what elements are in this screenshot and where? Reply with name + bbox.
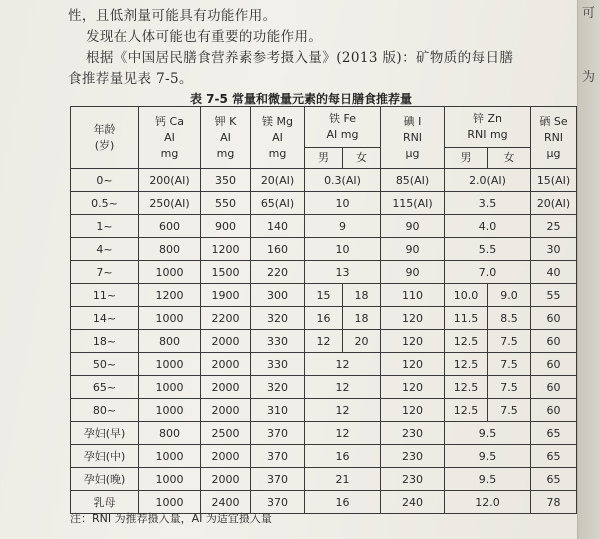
side-char-1: 可 [581, 6, 595, 21]
cell-iron: 10 [305, 192, 381, 215]
cell-potassium: 2200 [201, 307, 251, 330]
cell-calcium: 1000 [139, 445, 201, 468]
cell-calcium: 250(AI) [139, 192, 201, 215]
cell-age: 0~ [71, 169, 139, 192]
cell-magnesium: 370 [251, 422, 305, 445]
cell-age: 14~ [71, 307, 139, 330]
cell-magnesium: 370 [251, 491, 305, 514]
table-caption: 表 7-5 常量和微量元素的每日膳食推荐量 [190, 92, 413, 106]
header-potassium: 钾 K AI mg [201, 107, 251, 169]
cell-iron: 16 [305, 445, 381, 468]
cell-calcium: 1000 [139, 376, 201, 399]
cell-selenium: 20(AI) [531, 192, 577, 215]
cell-calcium: 800 [139, 330, 201, 353]
cell-zinc: 7.0 [445, 261, 531, 284]
table-body [71, 169, 577, 514]
cell-iron: 0.3(AI) [305, 169, 381, 192]
cell-calcium: 1000 [139, 261, 201, 284]
cell-iron: 12 [305, 353, 381, 376]
cell-zinc: 9.5 [445, 468, 531, 491]
cell-iron: 13 [305, 261, 381, 284]
cell-age: 孕妇(中) [71, 445, 139, 468]
cell-iron-male: 16 [305, 307, 343, 330]
text-line-4: 食推荐量见表 7-5。 [68, 71, 193, 87]
cell-magnesium: 140 [251, 215, 305, 238]
cell-iron: 12 [305, 399, 381, 422]
header-zinc: 锌 Zn RNI mg [445, 107, 531, 148]
cell-iodine: 85(AI) [381, 169, 445, 192]
header-iodine: 碘 I RNI μg [381, 107, 445, 169]
cell-selenium: 60 [531, 353, 577, 376]
cell-magnesium: 65(AI) [251, 192, 305, 215]
cell-zinc-female: 9.0 [488, 284, 531, 307]
cell-zinc-male: 12.5 [445, 399, 488, 422]
cell-calcium: 1000 [139, 399, 201, 422]
cell-zinc-female: 7.5 [488, 330, 531, 353]
cell-zinc-male: 11.5 [445, 307, 488, 330]
cell-zinc-male: 10.0 [445, 284, 488, 307]
cell-magnesium: 370 [251, 445, 305, 468]
cell-calcium: 800 [139, 238, 201, 261]
cell-iodine: 120 [381, 353, 445, 376]
cell-iodine: 120 [381, 376, 445, 399]
table-row [71, 445, 577, 468]
cell-selenium: 55 [531, 284, 577, 307]
cell-calcium: 1000 [139, 353, 201, 376]
text-line-2: 发现在人体可能也有重要的功能作用。 [86, 29, 323, 45]
side-char-2: 为 [581, 70, 595, 85]
header-zinc-male: 男 [445, 148, 488, 169]
cell-potassium: 2000 [201, 468, 251, 491]
cell-potassium: 2000 [201, 445, 251, 468]
cell-potassium: 2400 [201, 491, 251, 514]
cell-iron: 10 [305, 238, 381, 261]
table-row [71, 307, 577, 330]
cell-iron: 12 [305, 422, 381, 445]
page-edge [577, 0, 600, 539]
cell-iodine: 230 [381, 468, 445, 491]
cell-selenium: 65 [531, 422, 577, 445]
cell-potassium: 2500 [201, 422, 251, 445]
cell-calcium: 1000 [139, 307, 201, 330]
table-row [71, 261, 577, 284]
cell-age: 4~ [71, 238, 139, 261]
header-iron-female: 女 [343, 148, 381, 169]
cell-potassium: 2000 [201, 376, 251, 399]
table-row [71, 169, 577, 192]
cell-age: 50~ [71, 353, 139, 376]
cell-iron: 12 [305, 376, 381, 399]
cell-iodine: 90 [381, 215, 445, 238]
cell-potassium: 1900 [201, 284, 251, 307]
cell-zinc: 9.5 [445, 445, 531, 468]
cell-iodine: 90 [381, 261, 445, 284]
cell-iodine: 120 [381, 307, 445, 330]
cell-iodine: 115(AI) [381, 192, 445, 215]
cell-potassium: 900 [201, 215, 251, 238]
cell-selenium: 15(AI) [531, 169, 577, 192]
cell-age: 孕妇(早) [71, 422, 139, 445]
cell-selenium: 78 [531, 491, 577, 514]
cell-magnesium: 320 [251, 307, 305, 330]
table-row [71, 468, 577, 491]
table-row [71, 353, 577, 376]
cell-selenium: 60 [531, 399, 577, 422]
cell-zinc-female: 7.5 [488, 399, 531, 422]
cell-iodine: 120 [381, 330, 445, 353]
cell-magnesium: 370 [251, 468, 305, 491]
header-zinc-female: 女 [488, 148, 531, 169]
cell-magnesium: 310 [251, 399, 305, 422]
cell-calcium: 200(AI) [139, 169, 201, 192]
cell-zinc: 9.5 [445, 422, 531, 445]
cell-zinc: 12.0 [445, 491, 531, 514]
header-iron-male: 男 [305, 148, 343, 169]
cell-iron: 21 [305, 468, 381, 491]
cell-zinc: 4.0 [445, 215, 531, 238]
cell-age: 80~ [71, 399, 139, 422]
cell-magnesium: 320 [251, 376, 305, 399]
header-selenium: 硒 Se RNI μg [531, 107, 577, 169]
header-calcium: 钙 Ca AI mg [139, 107, 201, 169]
cell-age: 孕妇(晚) [71, 468, 139, 491]
cell-age: 1~ [71, 215, 139, 238]
cell-zinc: 3.5 [445, 192, 531, 215]
nutrient-table [70, 106, 577, 514]
cell-selenium: 60 [531, 307, 577, 330]
cell-calcium: 1200 [139, 284, 201, 307]
cell-iodine: 120 [381, 399, 445, 422]
table-row [71, 215, 577, 238]
table-row [71, 422, 577, 445]
cell-magnesium: 220 [251, 261, 305, 284]
cell-magnesium: 330 [251, 330, 305, 353]
cell-selenium: 60 [531, 330, 577, 353]
table-row [71, 192, 577, 215]
cell-zinc: 2.0(AI) [445, 169, 531, 192]
cell-iodine: 110 [381, 284, 445, 307]
cell-potassium: 350 [201, 169, 251, 192]
table-row [71, 238, 577, 261]
cell-iron: 9 [305, 215, 381, 238]
cell-selenium: 65 [531, 445, 577, 468]
text-line-3: 根据《中国居民膳食营养素参考摄入量》(2013 版)：矿物质的每日膳 [86, 50, 514, 66]
cell-zinc-male: 12.5 [445, 376, 488, 399]
cell-iodine: 230 [381, 445, 445, 468]
cell-zinc-female: 7.5 [488, 376, 531, 399]
cell-potassium: 2000 [201, 399, 251, 422]
cell-zinc: 5.5 [445, 238, 531, 261]
cell-age: 11~ [71, 284, 139, 307]
cell-calcium: 600 [139, 215, 201, 238]
cell-potassium: 1500 [201, 261, 251, 284]
text-line-1: 性，且低剂量可能具有功能作用。 [68, 8, 277, 24]
cell-iodine: 240 [381, 491, 445, 514]
cell-age: 65~ [71, 376, 139, 399]
cell-magnesium: 330 [251, 353, 305, 376]
cell-iodine: 230 [381, 422, 445, 445]
table-row [71, 284, 577, 307]
cell-iron-female: 18 [343, 307, 381, 330]
header-age: 年龄 (岁) [71, 107, 139, 169]
cell-potassium: 550 [201, 192, 251, 215]
cell-calcium: 800 [139, 422, 201, 445]
cell-selenium: 25 [531, 215, 577, 238]
cell-iron-male: 12 [305, 330, 343, 353]
cell-zinc-male: 12.5 [445, 330, 488, 353]
cell-potassium: 2000 [201, 330, 251, 353]
table-row [71, 399, 577, 422]
cell-iron-female: 18 [343, 284, 381, 307]
cell-magnesium: 300 [251, 284, 305, 307]
table-row [71, 330, 577, 353]
cell-age: 乳母 [71, 491, 139, 514]
cell-selenium: 40 [531, 261, 577, 284]
cell-magnesium: 160 [251, 238, 305, 261]
cell-zinc-male: 12.5 [445, 353, 488, 376]
cell-iodine: 90 [381, 238, 445, 261]
cell-calcium: 1000 [139, 468, 201, 491]
cell-calcium: 1000 [139, 491, 201, 514]
header-iron: 铁 Fe AI mg [305, 107, 381, 148]
cell-iron-male: 15 [305, 284, 343, 307]
cell-selenium: 30 [531, 238, 577, 261]
cell-magnesium: 20(AI) [251, 169, 305, 192]
cell-zinc-female: 8.5 [488, 307, 531, 330]
cell-zinc-female: 7.5 [488, 353, 531, 376]
table-note: 注：RNI 为推荐摄入量，AI 为适宜摄入量 [70, 512, 272, 525]
cell-iron: 16 [305, 491, 381, 514]
cell-iron-female: 20 [343, 330, 381, 353]
cell-potassium: 1200 [201, 238, 251, 261]
cell-age: 0.5~ [71, 192, 139, 215]
cell-potassium: 2000 [201, 353, 251, 376]
cell-age: 18~ [71, 330, 139, 353]
cell-age: 7~ [71, 261, 139, 284]
cell-selenium: 60 [531, 376, 577, 399]
cell-selenium: 65 [531, 468, 577, 491]
table-row [71, 376, 577, 399]
header-magnesium: 镁 Mg AI mg [251, 107, 305, 169]
